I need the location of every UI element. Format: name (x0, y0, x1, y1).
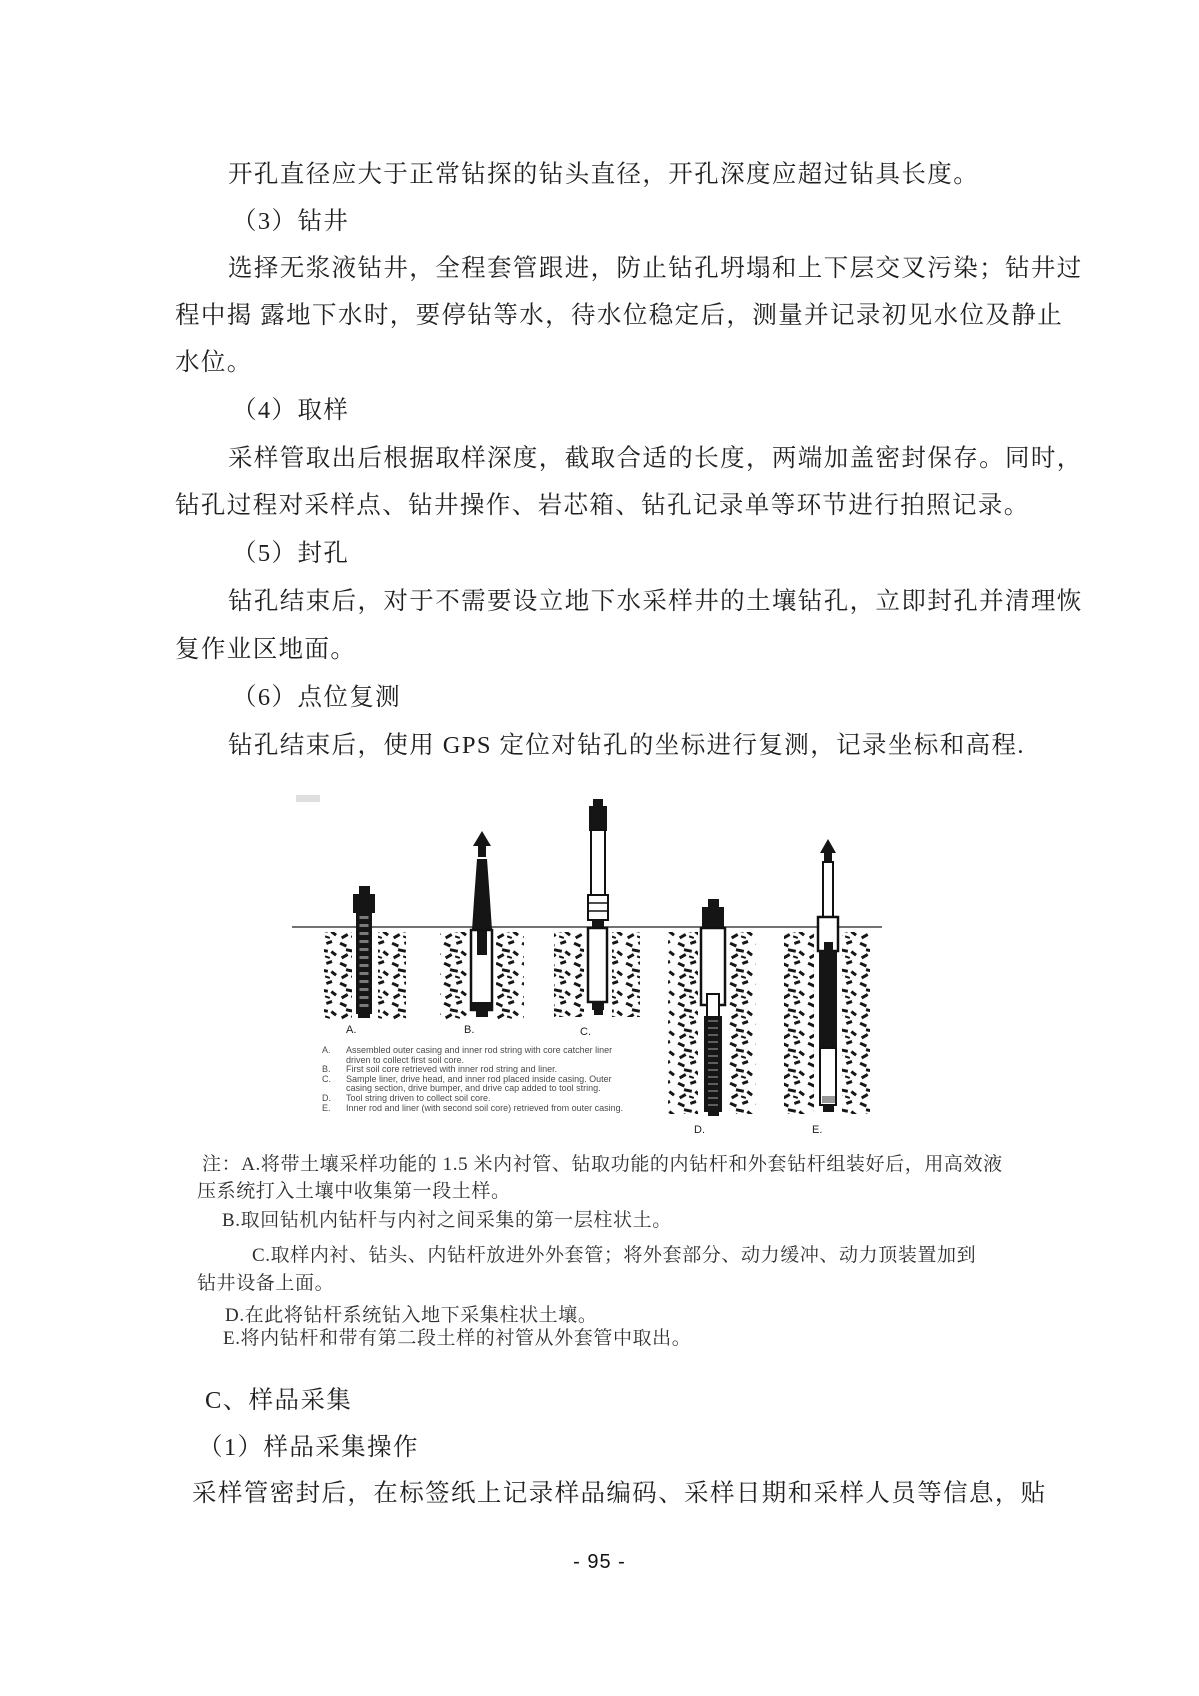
borehole-b (471, 831, 492, 1017)
caption-text: First soil core retrieved with inner rod string and liner. (346, 1064, 558, 1075)
note-line: 注：A.将带土壤采样功能的 1.5 米内衬管、钻取功能的内钻杆和外套钻杆组装好后，用高效液 (202, 1154, 1003, 1175)
body-line: 采样管取出后根据取样深度，截取合适的长度，两端加盖密封保存。同时， (228, 445, 1083, 472)
borehole-c (588, 799, 608, 1015)
caption-item (322, 1104, 638, 1114)
caption-text: Inner rod and liner (with second soil core) retrieved from outer casing. (346, 1102, 624, 1113)
section-subheading-collection-operation: （1）样品采集操作 (198, 1434, 419, 1461)
up-arrow-icon (473, 831, 491, 857)
scan-smudge (296, 795, 320, 802)
figure-caption-list (322, 1046, 638, 1113)
body-line: 程中揭 露地下水时，要停钻等水，待水位稳定后，测量并记录初见水位及静止 (175, 302, 1064, 329)
caption-label: C. (322, 1073, 331, 1084)
body-line: 钻孔结束后，使用 GPS 定位对钻孔的坐标进行复测，记录坐标和高程. (228, 732, 1025, 759)
borehole-label-a: A. (346, 1024, 357, 1036)
body-line: 水位。 (175, 349, 253, 376)
note-line: D.在此将钻杆系统钻入地下采集柱状土壤。 (225, 1305, 598, 1326)
section-heading-sample-collection: C、样品采集 (205, 1387, 353, 1414)
body-line: 选择无浆液钻井，全程套管跟进，防止钻孔坍塌和上下层交叉污染；钻井过 (228, 255, 1083, 282)
borehole-label-e: E. (812, 1124, 823, 1136)
body-line: 采样管密封后，在标签纸上记录样品编码、采样日期和采样人员等信息，贴 (192, 1480, 1047, 1507)
caption-label: B. (322, 1064, 331, 1075)
up-arrow-icon (820, 839, 836, 862)
caption-text: Sample liner, drive head, and inner rod placed inside casing. Outer casing section, drive bumper, and drive cap added to tool string. (346, 1073, 612, 1094)
caption-text: Tool string driven to collect soil core. (346, 1092, 491, 1103)
borehole-d (701, 899, 725, 1116)
caption-item (322, 1046, 638, 1065)
body-line: 开孔直径应大于正常钻探的钻头直径，开孔深度应超过钻具长度。 (228, 161, 980, 188)
borehole-label-b: B. (464, 1024, 475, 1036)
borehole-label-c: C. (580, 1026, 591, 1038)
body-line: 钻孔过程对采样点、钻井操作、岩芯箱、钻孔记录单等环节进行拍照记录。 (175, 492, 1030, 519)
caption-text: Assembled outer casing and inner rod string with core catcher liner driven to collect first soil core. (346, 1045, 613, 1065)
note-line: C.取样内衬、钻头、内钻杆放进外外套管；将外套部分、动力缓冲、动力顶装置加到 (252, 1245, 977, 1266)
borehole-a (353, 886, 375, 1018)
borehole-label-d: D. (694, 1124, 705, 1136)
note-line: B.取回钻机内钻杆与内衬之间采集的第一层柱状土。 (222, 1210, 672, 1231)
heading-4-sampling: （4）取样 (232, 397, 350, 424)
note-line: E.将内钻杆和带有第二段土样的衬管从外套管中取出。 (223, 1328, 692, 1349)
caption-label: E. (322, 1102, 331, 1113)
note-line: 压系统打入土壤中收集第一段土样。 (197, 1181, 511, 1202)
caption-label: D. (322, 1092, 331, 1103)
page-number: - 95 - (573, 1551, 626, 1573)
heading-5-hole-sealing: （5）封孔 (232, 540, 350, 567)
heading-3-drilling: （3）钻井 (232, 208, 350, 235)
body-line: 钻孔结束后，对于不需要设立地下水采样井的土壤钻孔，立即封孔并清理恢 (228, 588, 1083, 615)
heading-6-position-recheck: （6）点位复测 (232, 684, 402, 711)
note-line: 钻井设备上面。 (197, 1273, 335, 1294)
caption-label: A. (322, 1045, 331, 1055)
body-line: 复作业区地面。 (175, 636, 357, 663)
borehole-e (818, 839, 838, 1112)
caption-item (322, 1075, 638, 1094)
